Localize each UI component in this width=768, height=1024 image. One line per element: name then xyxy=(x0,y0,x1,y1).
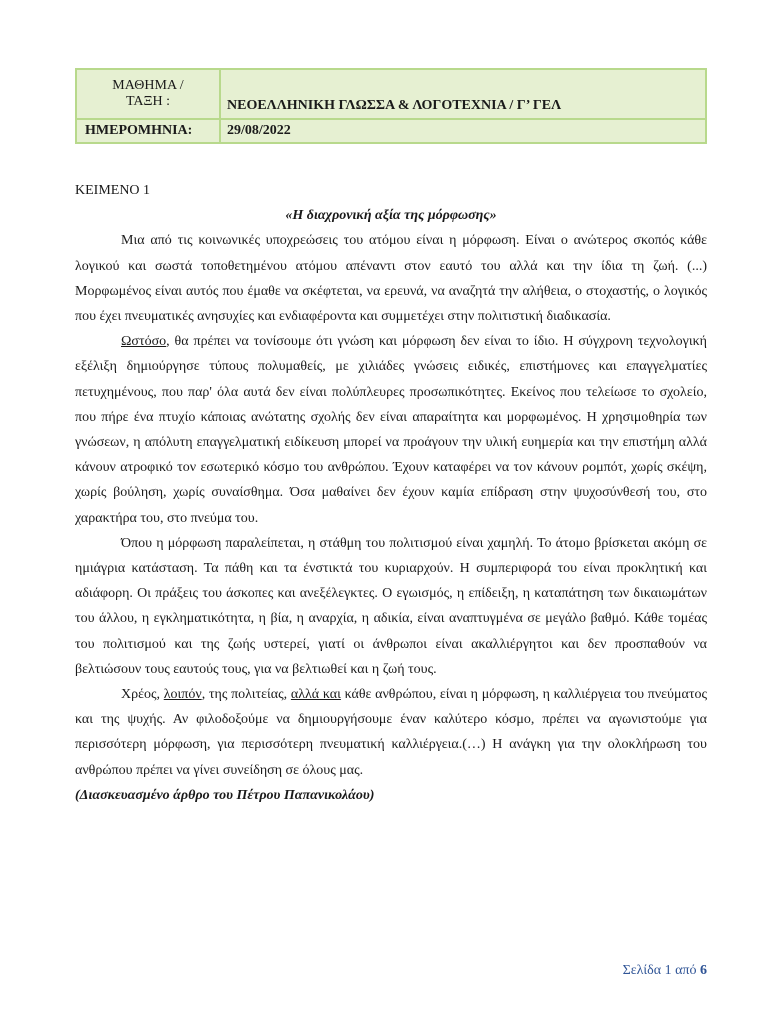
underlined-word-loipon: λοιπόν xyxy=(163,687,202,703)
underlined-words-alla-kai: αλλά και xyxy=(290,687,341,703)
page-separator: από xyxy=(671,963,700,978)
paragraph-4-start: Χρέος, xyxy=(121,687,164,703)
paragraph-1: Μια από τις κοινωνικές υποχρεώσεις του ατόμου είναι η μόρφωση. Είναι ο ανώτερος σκοπός κάθε λογικού και σωστά τοποθετημένου ατόμου απέναντι στον εαυτό του αλλά και την ίδια τη ζωή. (...) Μορφωμένος είναι αυτός που έμαθε να σκέφτεται, να ερευνά, να αναζητά την αλήθεια, ο στοχαστής, ο λογικός που έχει πνευματικές ανησυχίες και ενδιαφέροντα και συμμετέχει στην πολιτιστική διαδικασία. xyxy=(75,233,707,325)
date-value: 29/08/2022 xyxy=(220,119,706,143)
date-label: ΗΜΕΡΟΜΗΝΙΑ: xyxy=(76,119,220,143)
date-row xyxy=(76,119,706,143)
subject-value: ΝΕΟΕΛΛΗΝΙΚΗ ΓΛΩΣΣΑ & ΛΟΓΟΤΕΧΝΙΑ / Γ’ ΓΕΛ xyxy=(220,69,706,119)
page-prefix: Σελίδα xyxy=(622,963,665,978)
page-current: 1 xyxy=(664,963,672,978)
article-title: «Η διαχρονική αξία της μόρφωσης» xyxy=(285,208,497,224)
underlined-word-ostoso: Ωστόσο xyxy=(121,334,167,350)
subject-label-cell xyxy=(76,69,220,119)
page-number-footer xyxy=(623,963,707,979)
section-heading: ΚΕΙΜΕΝΟ 1 xyxy=(75,183,151,198)
subject-label-line1: ΜΑΘΗΜΑ / xyxy=(112,78,184,93)
paragraph-2-text: , θα πρέπει να τονίσουμε ότι γνώση και μόρφωση δεν είναι το ίδιο. Η σύγχρονη τεχνολογική εξέλιξη δημιούργησε τύπους πολυμαθείς, με χιλιάδες γνώσεις ειδικές, επιστήμονες και επαγγελματίες πετυχημένους, που παρ' όλα αυτά δεν είναι πολύπλευρες προσωπικότητες. Εκείνος που τελείωσε το σχολείο, που πήρε ένα πτυχίο κάποιας ανώτατης σχολής δεν είναι απαραίτητα και μορφωμένος. Η χρησιμοθηρία των γνώσεων, η απόλυτη επαγγελματική ειδίκευση μπορεί να προάγουν την υλική ευημερία και την επιστήμη αλλά κάνουν ατροφικό τον εσωτερικό κόσμο του ανθρώπου. Έχουν καταφέρει να τον κάνουν ρομπότ, χωρίς σκέψη, χωρίς βούληση, χωρίς συναίσθημα. Όσα μαθαίνει δεν έχουν καμία επίδραση στην ψυχοσύνθεσή του, στο χαρακτήρα του, στο πνεύμα του. xyxy=(75,334,707,526)
header-info-table xyxy=(75,68,707,144)
page-total: 6 xyxy=(700,963,707,978)
document-body xyxy=(75,178,707,808)
article-attribution: (Διασκευασμένο άρθρο του Πέτρου Παπανικολάου) xyxy=(75,787,375,803)
paragraph-2 xyxy=(75,329,707,531)
paragraph-4-end: κάθε ανθρώπου, είναι η μόρφωση, η καλλιέργεια του πνεύματος και της ψυχής. Αν φιλοδοξούμε να δημιουργήσουμε έναν καλύτερο κόσμο, πρέπει να αγωνιστούμε για περισσότερη μόρφωση, για περισσότερη πνευματική καλλιέργεια.(…) Η ανάγκη για την ολοκλήρωση του ανθρώπου πρέπει να γίνει συνείδηση σε όλους μας. xyxy=(75,687,708,778)
subject-label-line2: ΤΑΞΗ : xyxy=(125,94,171,109)
subject-row xyxy=(76,69,706,119)
paragraph-4 xyxy=(75,682,707,783)
paragraph-3: Όπου η μόρφωση παραλείπεται, η στάθμη του πολιτισμού είναι χαμηλή. Το άτομο βρίσκεται ακόμη σε ημιάγρια κατάσταση. Τα πάθη και τα ένστικτά του κυριαρχούν. Η συμπεριφορά του είναι προκλητική και αδιάφορη. Οι πράξεις του άσκοπες και ανεξέλεγκτες. Ο εγωισμός, η επίδειξη, η καταπάτηση των δικαιωμάτων του άλλου, η εγκληματικότητα, η βία, η αναρχία, η αδικία, είναι αναπτυγμένα σε μεγάλο βαθμό. Κάθε τομέας του πολιτισμού και της ζωής υστερεί, γιατί οι άνθρωποι είναι ακαλλιέργητοι και δεν προσπαθούν να βελτιώσουν τους εαυτούς τους, για να βελτιωθεί και η ζωή τους. xyxy=(75,535,707,677)
paragraph-4-mid: , της πολιτείας, xyxy=(201,687,291,703)
